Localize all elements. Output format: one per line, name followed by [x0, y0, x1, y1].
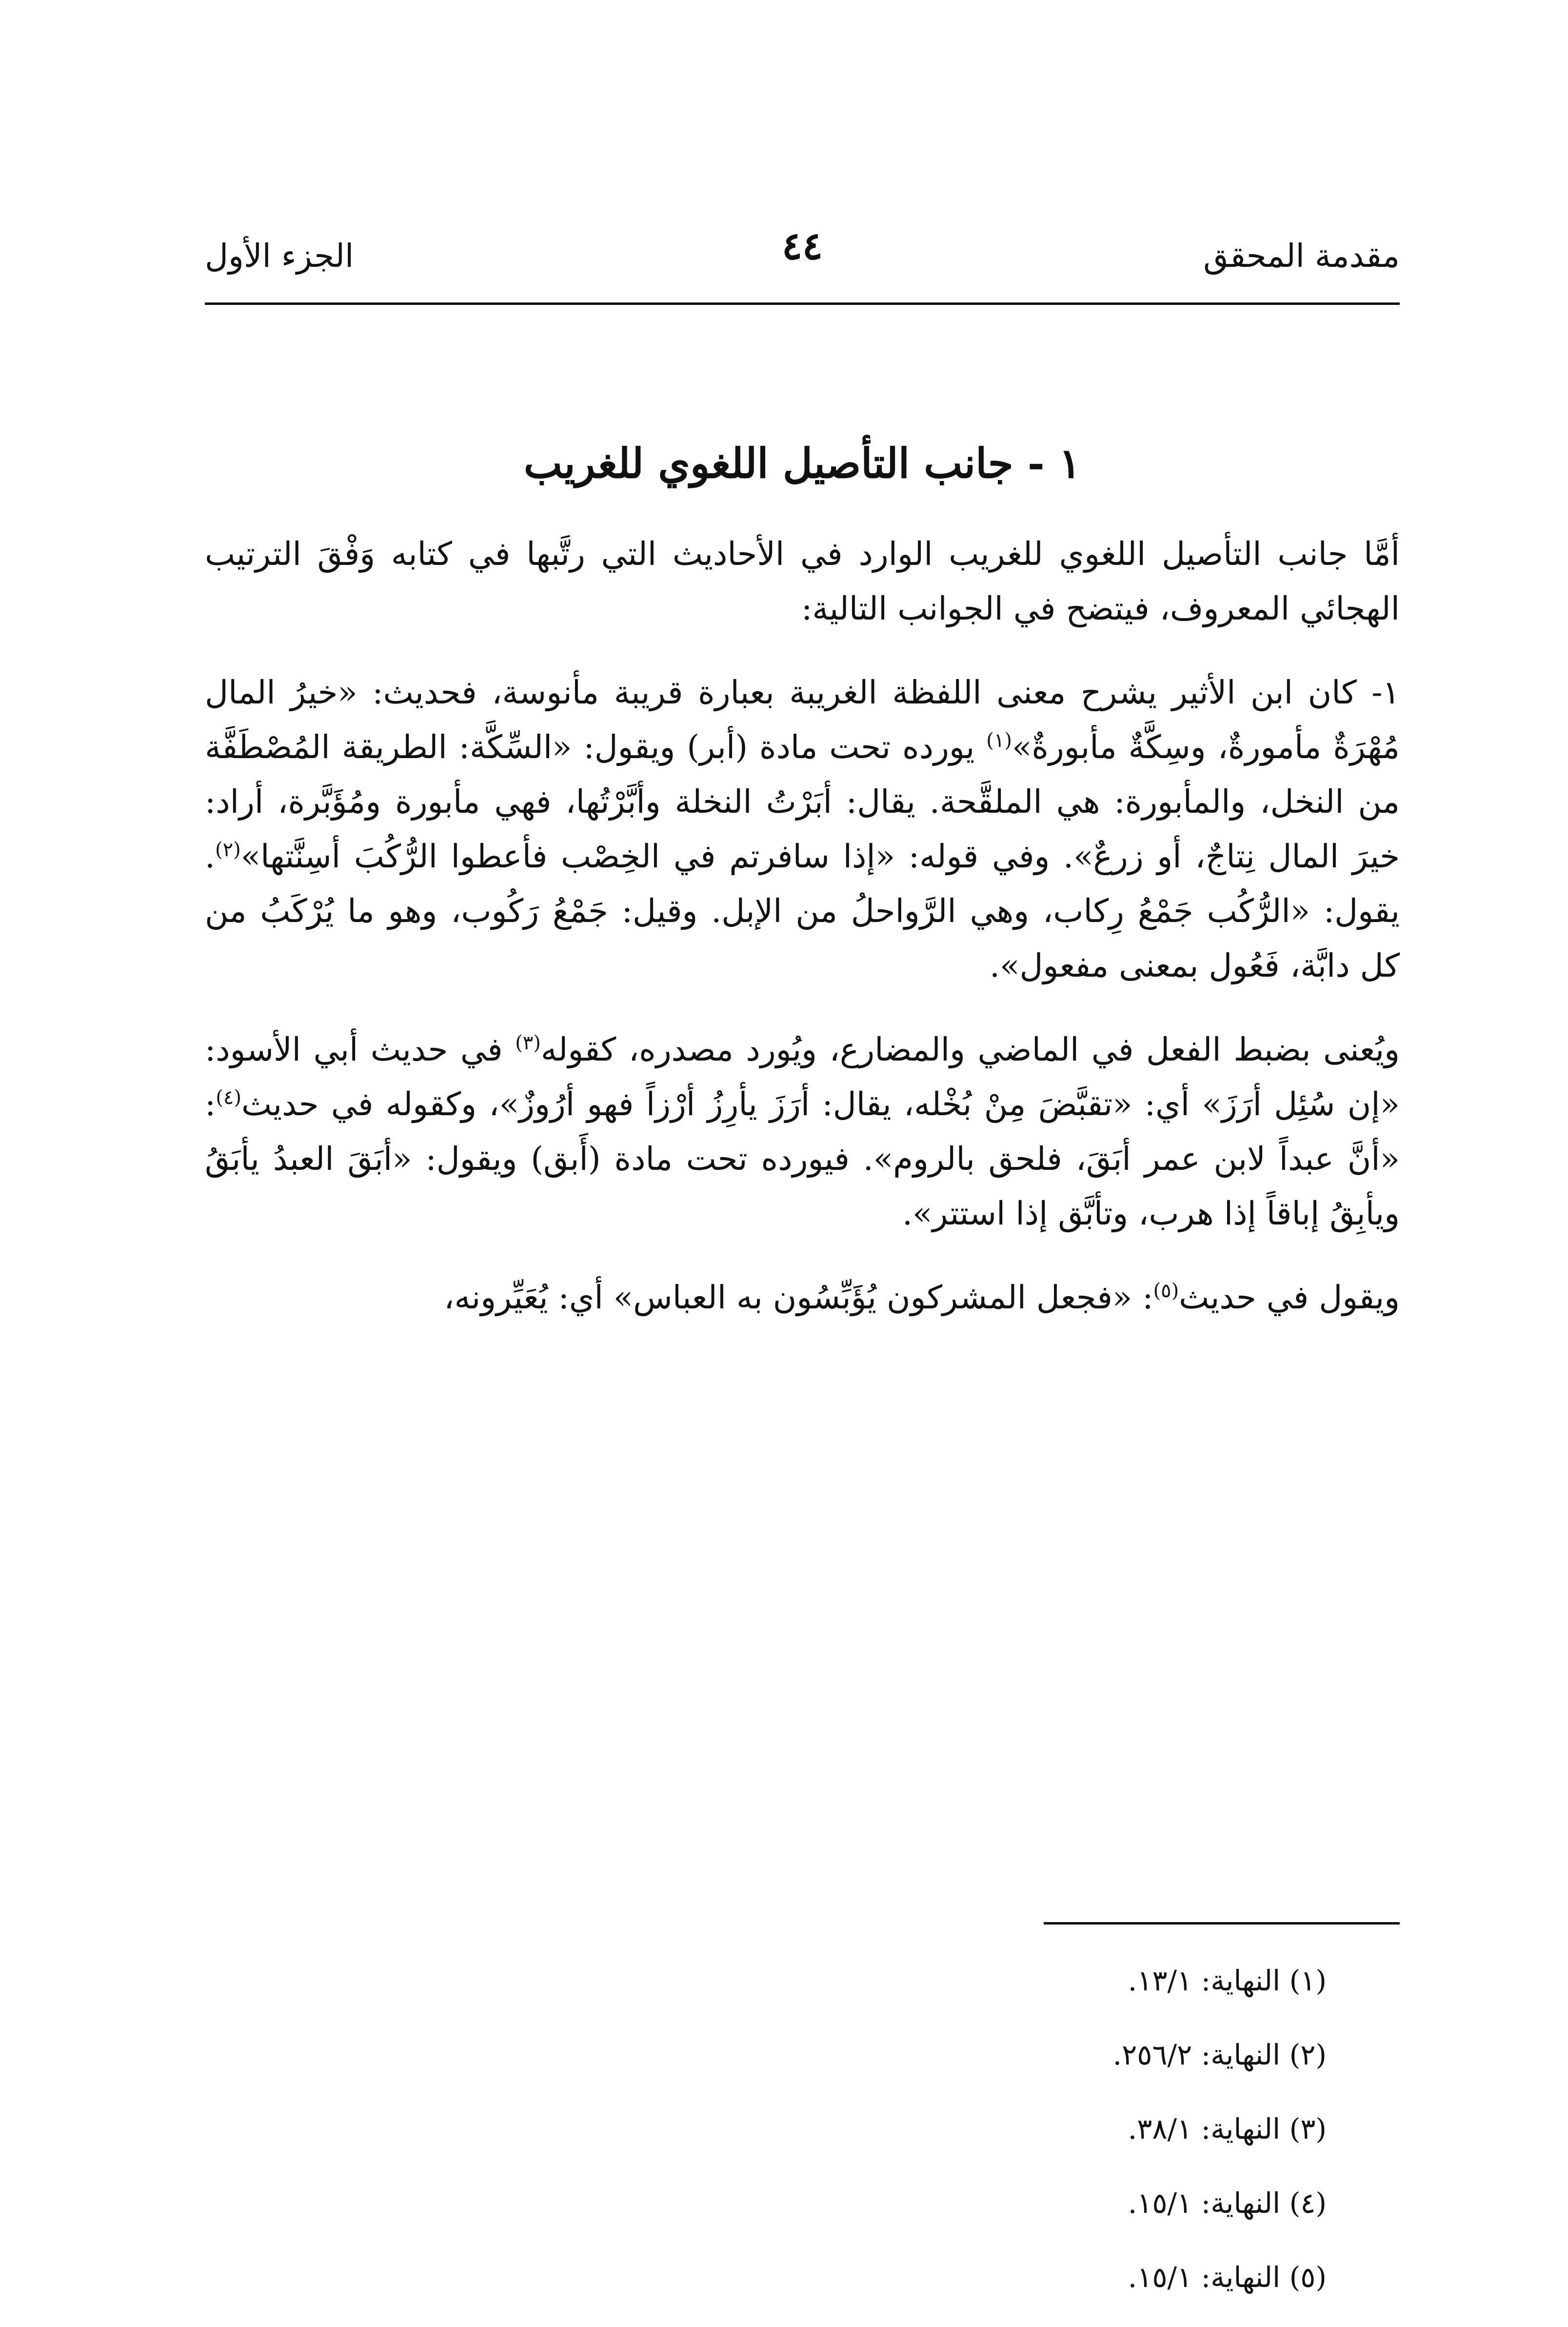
footnote-ref: (٥): [1153, 1280, 1179, 1302]
paragraph-text: : «أنَّ عبداً لابن عمر أبَقَ، فلحق بالروم». فيورده تحت مادة (أَبق) ويقول: «أبَقَ العبدُ يأبَقُ ويأبِقُ إباقاً إذا هرب، وتأبَّق إذا استتر».: [205, 1085, 1400, 1232]
footnote-divider: [1044, 1922, 1400, 1925]
paragraph: [205, 665, 1400, 993]
paragraph-text: يورده تحت مادة (أبر) ويقول: «السِّكَّة: الطريقة المُصْطَفَّة من النخل، والمأبورة: هي الملقَّحة. يقال: أبَرْتُ النخلة وأبَّرْتُها، فهي مأبورة ومُؤَبَّرة، أراد: خيرَ المال نِتاجٌ، أو زرعٌ». وفي قوله: «إذا سافرتم في الخِصْب فأعطوا الرُّكُبَ أسِنَّتها»: [205, 728, 1400, 875]
paragraphs: [205, 527, 1400, 1325]
footnote-ref: (٢): [215, 839, 241, 861]
header-section-title: مقدمة المحقق: [1203, 237, 1400, 275]
paragraph-text: أمَّا جانب التأصيل اللغوي للغريب الوارد في الأحاديث التي رتَّبها في كتابه وَفْقَ الترتيب الهجائي المعروف، فيتضح في الجوانب التالية:: [205, 535, 1400, 627]
paragraph-text: ١- كان ابن الأثير يشرح معنى اللفظة الغريبة بعبارة قريبة مأنوسة، فحديث: «خيرُ المال مُهْرَةٌ مأمورةٌ، وسِكَّةٌ مأبورةٌ»: [205, 674, 1400, 766]
footnote: (١) النهاية: ١٣/١.: [1128, 1964, 1327, 1997]
header-volume-label: الجزء الأول: [205, 237, 354, 275]
footnote: (٥) النهاية: ١٥/١.: [1128, 2261, 1327, 2294]
footnote: (٢) النهاية: ٢٥٦/٢.: [1112, 2038, 1327, 2071]
paragraph: [205, 1023, 1400, 1241]
footnote-ref: (١): [986, 729, 1012, 752]
footnote-ref: (٣): [515, 1032, 541, 1054]
paragraph-text: ويقول في حديث: [1179, 1279, 1400, 1316]
main-text: [205, 434, 1400, 1354]
footnote: (٤) النهاية: ١٥/١.: [1128, 2187, 1327, 2220]
footnote-ref: (٤): [216, 1086, 241, 1109]
footnotes: [205, 1956, 1400, 2327]
paragraph: [205, 1270, 1400, 1325]
section-heading: ١ - جانب التأصيل اللغوي للغريب: [523, 439, 1081, 487]
header-divider: [205, 302, 1400, 305]
paragraph-text: ويُعنى بضبط الفعل في الماضي والمضارع، ويُورد مصدره، كقوله: [540, 1031, 1400, 1068]
paragraph-text: : «فجعل المشركون يُؤَبِّسُون به العباس» أي: يُعَيِّرونه،: [444, 1279, 1153, 1316]
paragraph: [205, 527, 1400, 636]
running-header: [205, 215, 1400, 288]
paragraph-text: . يقول: «الرُّكُب جَمْعُ رِكاب، وهي الرَّواحلُ من الإبل. وقيل: جَمْعُ رَكُوب، وهو ما يُرْكَبُ من كل دابَّة، فَعُول بمعنى مفعول».: [205, 838, 1400, 984]
footnote: (٣) النهاية: ٣٨/١.: [1128, 2112, 1327, 2146]
page-number: ٤٤: [782, 224, 823, 268]
paragraph-text: في حديث أبي الأسود: «إن سُئِل أرَزَ» أي: «تقبَّضَ مِنْ بُخْله، يقال: أرَزَ يأرِزُ أرْزاً فهو أرُوزٌ»، وكقوله في حديث: [205, 1031, 1400, 1123]
